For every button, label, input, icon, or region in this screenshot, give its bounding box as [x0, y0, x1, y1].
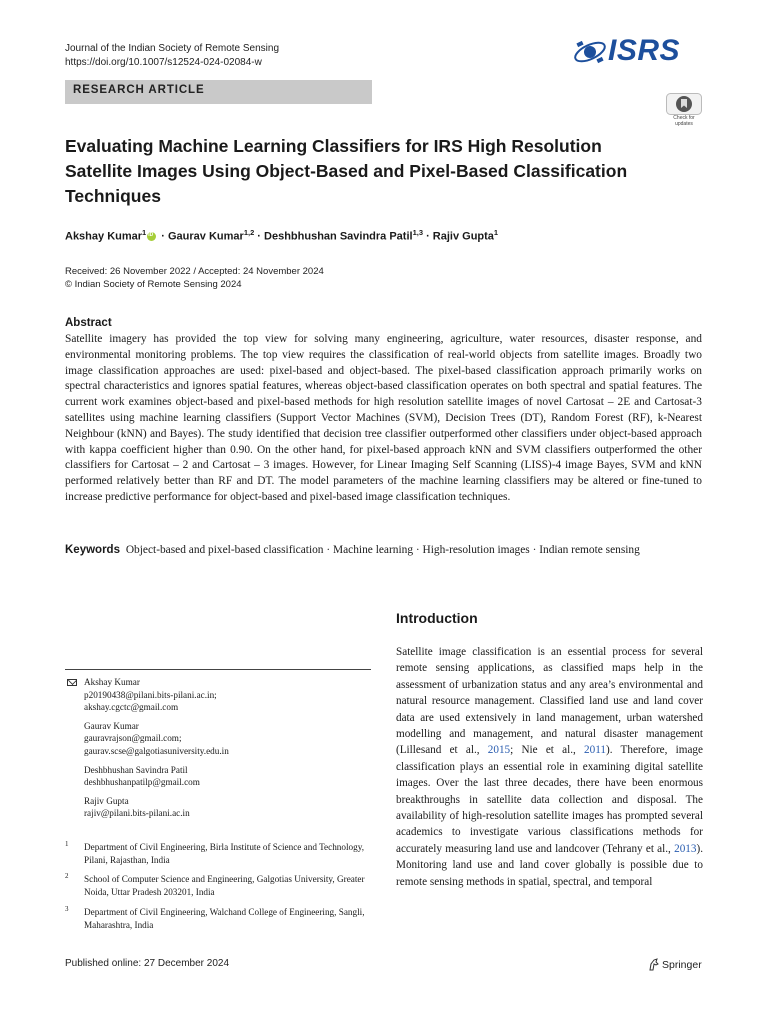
contact-email[interactable]: gauravrajson@gmail.com; — [84, 733, 182, 744]
author-name[interactable]: Akshay Kumar — [65, 230, 143, 243]
author-contacts — [65, 676, 371, 826]
keywords-text: Object-based and pixel-based classification · Machine learning · High-resolution images · Indian remote sensing — [125, 544, 640, 556]
introduction-heading: Introduction — [396, 610, 478, 626]
affiliation-number: 3 — [65, 905, 69, 913]
contact-name: Gaurav Kumar — [84, 720, 139, 731]
citation-link[interactable]: 2015 — [487, 744, 511, 757]
doi-link[interactable]: https://doi.org/10.1007/s12524-024-02084-w — [65, 57, 262, 68]
intro-text-segment: Satellite image classification is an essential process for several remote sensing applications, as classified maps help in the assessment of urbanization status and any area’s environmental and natural resource management. Classified land use and land cover data are used extensively in land management, urban watershed modelling and management, and natural disaster management (Lillesand et al., — [396, 646, 703, 757]
intro-text-segment: ). Monitoring land use and land cover globally is possible due to remote sensing methods in spatial, spectral, and temporal — [396, 842, 703, 888]
citation-link[interactable]: 2011 — [584, 744, 606, 757]
contact-name: Deshbhushan Savindra Patil — [84, 764, 188, 775]
published-date: Published online: 27 December 2024 — [65, 958, 229, 969]
contact-name: Rajiv Gupta — [84, 795, 129, 806]
contact-entry — [84, 676, 371, 714]
paper-title: Evaluating Machine Learning Classifiers for IRS High Resolution Satellite Images Using Object-Based and Pixel-Based Classification Techniques — [65, 136, 628, 206]
article-dates — [65, 266, 324, 291]
abstract-heading: Abstract — [65, 317, 112, 329]
contact-name: Akshay Kumar — [84, 677, 140, 687]
intro-text-segment: ; Nie et al., — [510, 744, 585, 757]
bookmark-icon — [666, 93, 702, 115]
author-affiliation-ref: 1,3 — [412, 228, 424, 237]
mail-icon — [67, 679, 77, 686]
contact-email[interactable]: p20190438@pilani.bits-pilani.ac.in; — [84, 689, 217, 700]
globe-icon — [572, 32, 612, 72]
contact-entry — [84, 720, 371, 758]
affiliation-number: 2 — [65, 872, 69, 880]
author-affiliation-ref: 1 — [493, 228, 499, 237]
keywords-label: Keywords — [65, 544, 120, 556]
orcid-icon[interactable] — [147, 232, 156, 241]
received-accepted-dates: Received: 26 November 2022 / Accepted: 24 November 2024 — [65, 266, 324, 277]
copyright-notice: © Indian Society of Remote Sensing 2024 — [65, 278, 242, 290]
affiliation-entry — [65, 841, 371, 866]
springer-horse-icon — [648, 958, 660, 971]
author-name[interactable]: Deshbhushan Savindra Patil — [264, 230, 413, 243]
affiliation-text: Department of Civil Engineering, Birla Institute of Science and Technology, Pilani, Rajasthan, India — [84, 842, 365, 865]
contact-entry — [84, 795, 371, 820]
author-name[interactable]: Rajiv Gupta — [432, 230, 494, 243]
journal-name: Journal of the Indian Society of Remote Sensing — [65, 43, 280, 54]
article-type-banner — [65, 80, 372, 104]
author-affiliation-ref: 1 — [142, 228, 147, 237]
affiliation-number: 1 — [65, 840, 69, 848]
contact-email[interactable]: akshay.cgctc@gmail.com — [84, 702, 179, 713]
introduction-text — [396, 644, 703, 890]
journal-header — [65, 42, 279, 70]
contact-email[interactable]: gaurav.scse@galgotiasuniversity.edu.in — [84, 745, 229, 756]
author-list: Akshay Kumar$^1$iD · Gaurav Kumar$^{1,2}$ · Deshbhushan Savindra Patil$^{1,3}$ · Rajiv Gupta$^1$ — [65, 228, 498, 243]
intro-text-segment: ). Therefore, image classification plays an essential role in examining digital satellite images. Over the last three decades, there have been enormous breakthroughs in satellite data collection and disposal. The availability of high-resolution satellite images has prompted several academics to investigate various classifications methods for accurately measuring land use and landcover (Tehrany et al., — [396, 744, 703, 855]
keywords — [65, 542, 702, 558]
abstract-text: Satellite imagery has provided the top view for solving many engineering, agriculture, water resources, disaster response, and environmental monitoring problems. The top view requires the classification of real-world objects from satellite images. Broadly two image classification approaches are used: pixel-based and object-based. The pixel-based classification approach primarily works on spectral characteristics and ignores spatial features, whereas object-based classification operates on both spectral and spatial features. The current work examines object-based and pixel-based methods for high resolution satellite images of novel Cartosat – 2E and Cartosat-3 satellites using machine learning classifiers (Support Vector Machines (SVM), Decision Trees (DT), Random Forest (RF), k-Nearest Neighbour (kNN) and Bayes). The study identified that decision tree classifier outperformed other classifiers under object-based approach with kappa coefficient higher than 0.90. On the other hand, for pixel-based approach kNN and SVM classifiers outperformed the other classifiers for Cartosat – 2 and Cartosat – 3 images. However, for Linear Imaging Self Scanning (LISS)-4 image Bayes, SVM and kNN performed relatively better than RF and DT. The model parameters of the machine learning classifiers may be altered or fine-tuned to increase predictive performance for object-based and pixel-based image classification techniques. — [65, 333, 702, 503]
publisher-name: Springer — [662, 959, 702, 971]
check-for-updates-badge[interactable] — [666, 93, 702, 131]
publisher-logo — [648, 958, 702, 971]
check-updates-label: Check for updates — [673, 115, 695, 127]
contact-entry — [84, 764, 371, 789]
article-type-label: RESEARCH ARTICLE — [73, 84, 205, 96]
citation-link[interactable]: 2013 — [674, 842, 697, 855]
affiliation-text: School of Computer Science and Engineering, Galgotias University, Greater Noida, Uttar Pradesh 203201, India — [84, 874, 365, 897]
author-affiliation-ref: 1,2 — [243, 228, 255, 237]
contact-email[interactable]: deshbhushanpatilp@gmail.com — [84, 777, 200, 788]
logo-text: ISRS — [608, 34, 681, 67]
isrs-logo — [572, 32, 707, 72]
footnote-divider — [65, 669, 371, 670]
affiliation-entry — [65, 873, 371, 898]
affiliation-entry — [65, 906, 371, 931]
author-name[interactable]: Gaurav Kumar — [168, 230, 244, 243]
affiliation-text: Department of Civil Engineering, Walchand College of Engineering, Sangli, Maharashtra, India — [84, 907, 365, 930]
contact-email[interactable]: rajiv@pilani.bits-pilani.ac.in — [84, 808, 190, 819]
